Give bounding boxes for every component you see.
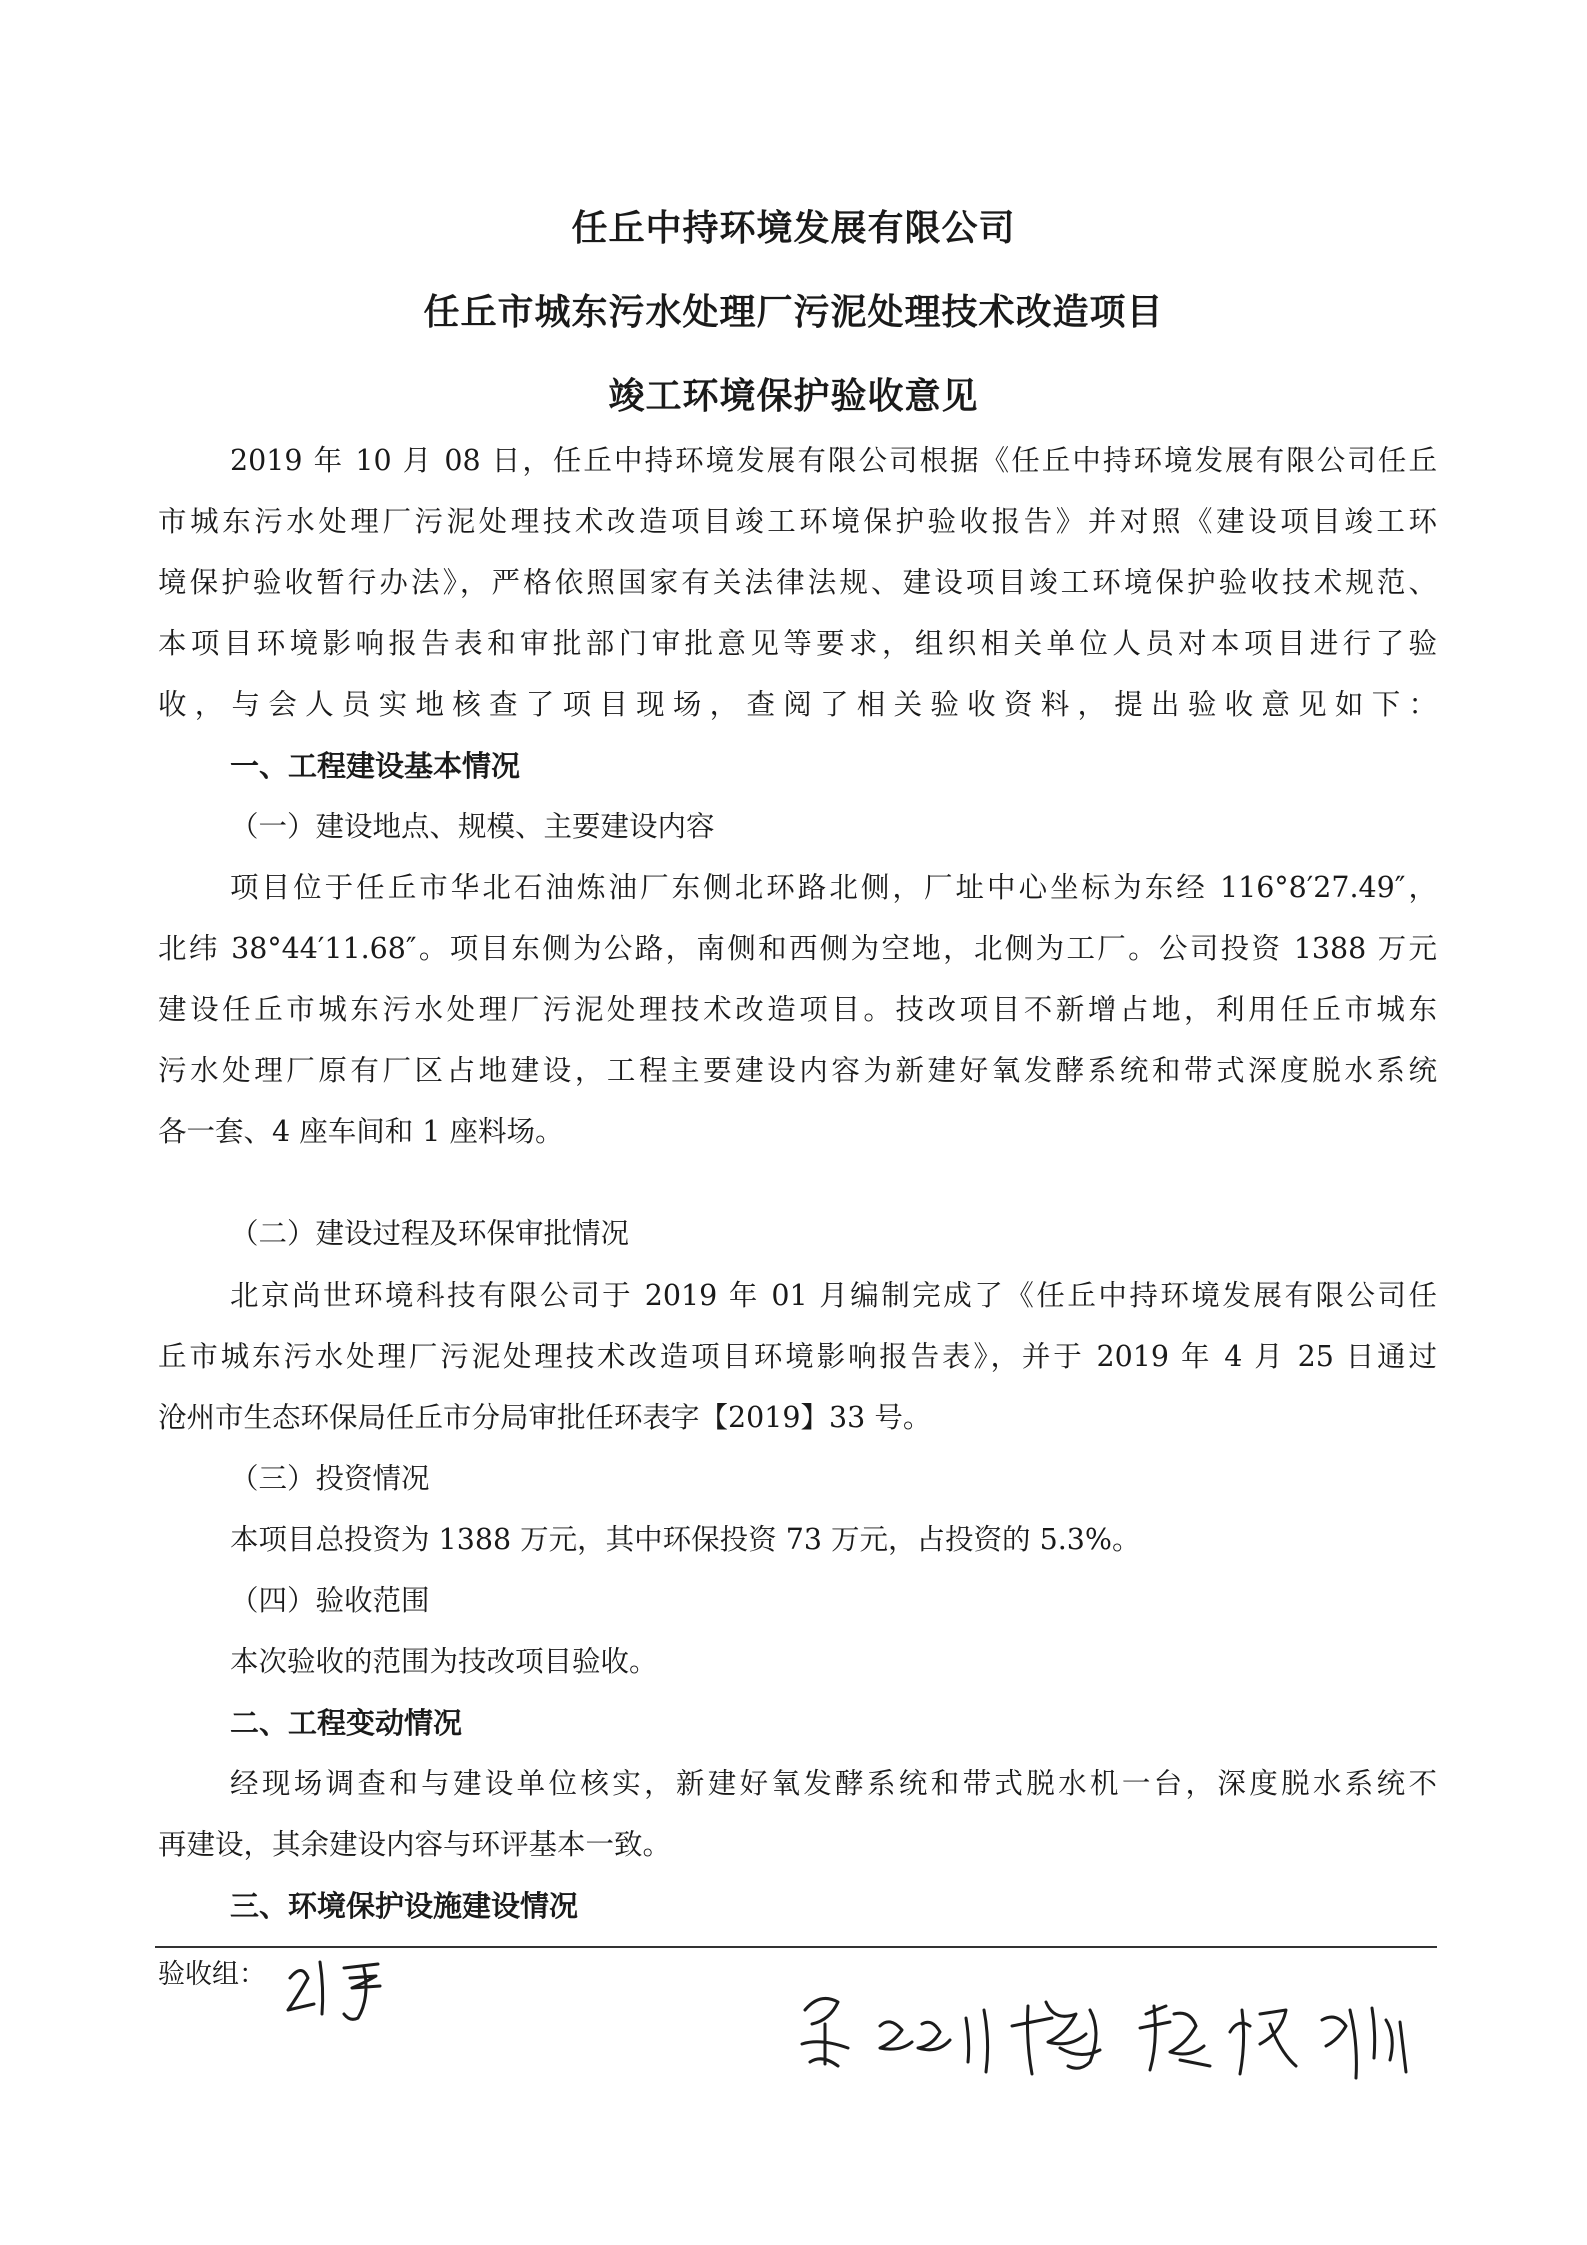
body-line: 北纬 38°44′11.68″。项目东侧为公路，南侧和西侧为空地，北侧为工厂。公司投资 1388 万元: [158, 932, 1437, 965]
footer-label: 验收组：: [158, 1959, 266, 1990]
section-heading: 一、工程建设基本情况: [230, 749, 521, 783]
intro-line: 本项目环境影响报告表和审批部门审批意见等要求，组织相关单位人员对本项目进行了验: [158, 627, 1437, 660]
body-line: 项目位于任丘市华北石油炼油厂东侧北环路北侧，厂址中心坐标为东经 116°8′27.49″，: [230, 871, 1437, 904]
body-line: 本次验收的范围为技改项目验收。: [230, 1645, 658, 1678]
body-line: 丘市城东污水处理厂污泥处理技术改造项目环境影响报告表》，并于 2019 年 4 月 25 日通过: [158, 1340, 1437, 1373]
body-line: 本项目总投资为 1388 万元，其中环保投资 73 万元，占投资的 5.3%。: [230, 1523, 1141, 1556]
intro-line: 境保护验收暂行办法》，严格依照国家有关法律法规、建设项目竣工环境保护验收技术规范、: [158, 566, 1437, 599]
company-title: 任丘中持环境发展有限公司: [571, 207, 1016, 249]
intro-line: 2019 年 10 月 08 日，任丘中持环境发展有限公司根据《任丘中持环境发展有限公司任丘: [230, 444, 1437, 477]
body-line: 再建设，其余建设内容与环评基本一致。: [158, 1828, 672, 1861]
section-heading: 二、工程变动情况: [230, 1706, 463, 1740]
subsection-heading: （二）建设过程及环保审批情况: [230, 1217, 630, 1250]
subsection-heading: （四）验收范围: [230, 1584, 430, 1617]
body-line: 建设任丘市城东污水处理厂污泥处理技术改造项目。技改项目不新增占地，利用任丘市城东: [158, 993, 1437, 1026]
handwritten-signature: [790, 1962, 1440, 2092]
subject-title: 竣工环境保护验收意见: [608, 375, 979, 417]
handwritten-signature: [280, 1948, 410, 2028]
intro-line: 市城东污水处理厂污泥处理技术改造项目竣工环境保护验收报告》并对照《建设项目竣工环: [158, 505, 1437, 538]
body-line: 沧州市生态环保局任丘市分局审批任环表字【2019】33 号。: [158, 1401, 932, 1434]
body-line: 经现场调查和与建设单位核实，新建好氧发酵系统和带式脱水机一台，深度脱水系统不: [230, 1767, 1437, 1800]
intro-line: 收，与会人员实地核查了项目现场，查阅了相关验收资料，提出验收意见如下：: [158, 688, 1437, 721]
project-title: 任丘市城东污水处理厂污泥处理技术改造项目: [423, 291, 1164, 333]
body-line: 污水处理厂原有厂区占地建设，工程主要建设内容为新建好氧发酵系统和带式深度脱水系统: [158, 1054, 1437, 1087]
subsection-heading: （一）建设地点、规模、主要建设内容: [230, 810, 715, 843]
body-line: 北京尚世环境科技有限公司于 2019 年 01 月编制完成了《任丘中持环境发展有限公司任: [230, 1279, 1437, 1312]
subsection-heading: （三）投资情况: [230, 1462, 430, 1495]
body-line: 各一套、4 座车间和 1 座料场。: [158, 1115, 564, 1148]
section-heading: 三、环境保护设施建设情况: [230, 1889, 579, 1923]
